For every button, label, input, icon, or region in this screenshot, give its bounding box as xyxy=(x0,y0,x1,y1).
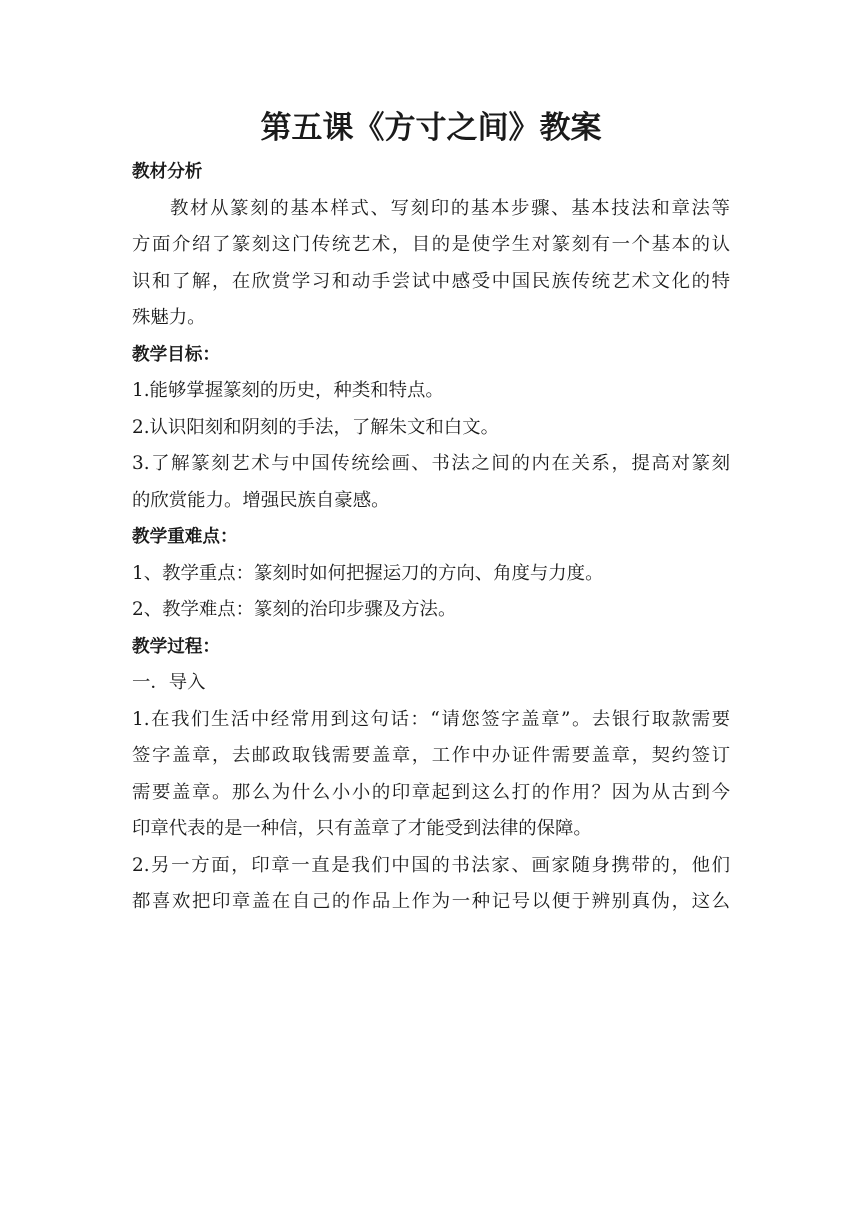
paragraph-line: 殊魅力。 xyxy=(132,307,206,328)
list-item: 1、教学重点：篆刻时如何把握运刀的方向、角度与力度。 xyxy=(132,562,604,584)
list-item-continued: 的欣赏能力。增强民族自豪感。 xyxy=(132,489,390,511)
paragraph-line: 1.在我们生活中经常用到这句话：“请您签字盖章”。去银行取款需要 xyxy=(132,708,730,730)
subsection-heading-introduction: 一．导入 xyxy=(132,672,206,693)
section-heading-teaching-process: 教学过程： xyxy=(132,636,220,657)
paragraph-line: 教材从篆刻的基本样式、写刻印的基本步骤、基本技法和章法等 xyxy=(170,197,730,219)
paragraph-line: 2.另一方面，印章一直是我们中国的书法家、画家随身携带的，他们 xyxy=(132,854,730,876)
list-item: 2、教学难点：篆刻的治印步骤及方法。 xyxy=(132,599,457,620)
list-item: 3.了解篆刻艺术与中国传统绘画、书法之间的内在关系，提高对篆刻 xyxy=(132,453,730,474)
section-heading-key-difficulties: 教学重难点： xyxy=(132,527,238,547)
list-item: 2.认识阳刻和阴刻的手法，了解朱文和白文。 xyxy=(132,416,499,438)
paragraph-line: 签字盖章，去邮政取钱需要盖章，工作中办证件需要盖章，契约签订 xyxy=(132,745,730,766)
paragraph-line: 方面介绍了篆刻这门传统艺术，目的是使学生对篆刻有一个基本的认 xyxy=(132,234,730,255)
paragraph-line: 印章代表的是一种信，只有盖章了才能受到法律的保障。 xyxy=(132,818,592,839)
paragraph-line: 都喜欢把印章盖在自己的作品上作为一种记号以便于辨别真伪，这么 xyxy=(132,891,730,912)
list-item: 1.能够掌握篆刻的历史，种类和特点。 xyxy=(132,380,444,401)
section-heading-textbook-analysis: 教材分析 xyxy=(132,162,203,182)
document-page xyxy=(132,0,730,1216)
section-heading-teaching-goals: 教学目标： xyxy=(132,344,220,365)
document-title: 第五课《方寸之间》教案 xyxy=(260,110,602,146)
paragraph-line: 需要盖章。那么为什么小小的印章起到这么打的作用？因为从古到今 xyxy=(132,781,730,803)
paragraph-line: 识和了解，在欣赏学习和动手尝试中感受中国民族传统艺术文化的特 xyxy=(132,270,730,292)
document-body xyxy=(132,154,730,921)
